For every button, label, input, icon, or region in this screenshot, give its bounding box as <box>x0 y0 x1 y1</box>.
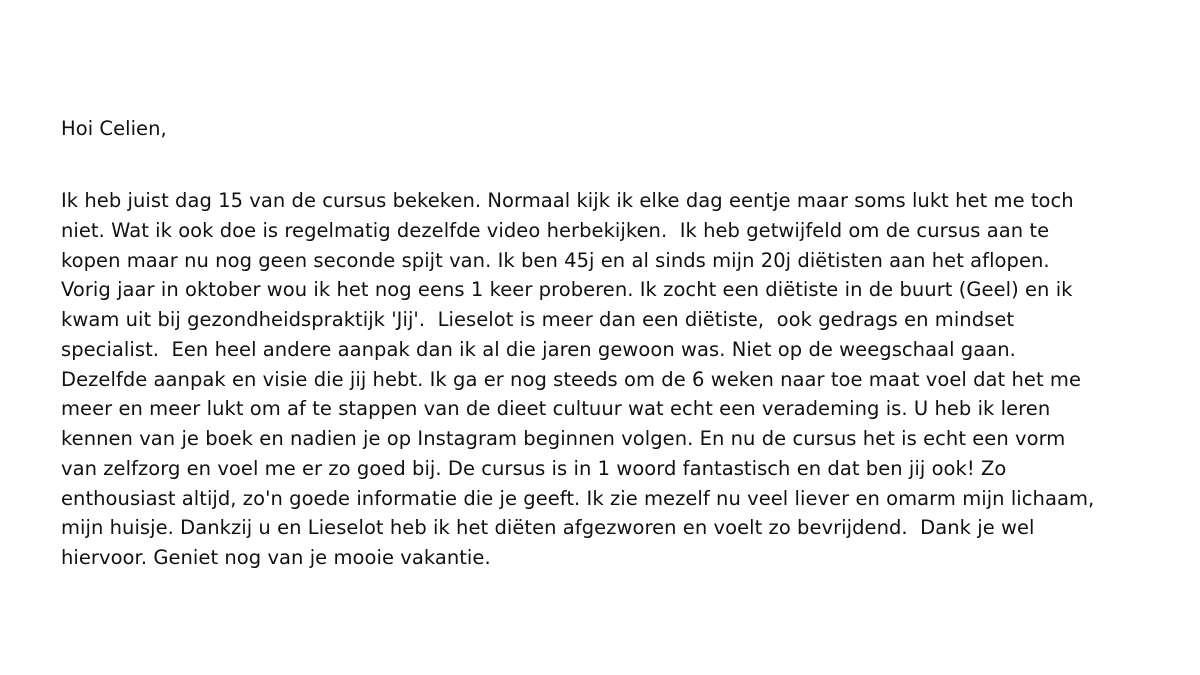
body-line: mijn huisje. Dankzij u en Lieselot heb ik het diëten afgezworen en voelt zo bevrijdend. Dank je wel <box>61 516 1035 540</box>
body-line: hiervoor. Geniet nog van je mooie vakantie. <box>61 546 491 569</box>
body-line: kopen maar nu nog geen seconde spijt van. Ik ben 45j en al sinds mijn 20j diëtisten aan het aflopen. <box>61 248 1050 272</box>
body-line: kwam uit bij gezondheidspraktijk 'Jij'. Lieselot is meer dan een diëtiste, ook gedrags en mindset <box>61 308 1015 331</box>
letter-body <box>61 186 1141 573</box>
body-line: Ik heb juist dag 15 van de cursus bekeken. Normaal kijk ik elke dag eentje maar soms lukt het me toch <box>61 189 1074 212</box>
body-line: kennen van je boek en nadien je op Instagram beginnen volgen. En nu de cursus het is echt een vorm <box>61 427 1066 450</box>
body-line: Vorig jaar in oktober wou ik het nog eens 1 keer proberen. Ik zocht een diëtiste in de buurt (Geel) en ik <box>61 278 1073 302</box>
body-line: Dezelfde aanpak en visie die jij hebt. Ik ga er nog steeds om de 6 weken naar toe maat voel dat het me <box>61 367 1081 391</box>
body-line: enthousiast altijd, zo'n goede informatie die je geeft. Ik zie mezelf nu veel liever en omarm mijn lichaam, <box>61 486 1095 510</box>
body-line: meer en meer lukt om af te stappen van de dieet cultuur wat echt een verademing is. U heb ik leren <box>61 397 1051 421</box>
body-line: van zelfzorg en voel me er zo goed bij. De cursus is in 1 woord fantastisch en dat ben jij ook! Zo <box>61 456 1007 480</box>
letter-text <box>61 113 1141 573</box>
paragraph-spacer <box>61 145 1141 186</box>
greeting: Hoi Celien, <box>61 117 167 140</box>
body-line: niet. Wat ik ook doe is regelmatig dezelfde video herbekijken. Ik heb getwijfeld om de cursus aan te <box>61 218 1050 242</box>
body-line: specialist. Een heel andere aanpak dan ik al die jaren gewoon was. Niet op de weegschaal gaan. <box>61 337 1016 361</box>
